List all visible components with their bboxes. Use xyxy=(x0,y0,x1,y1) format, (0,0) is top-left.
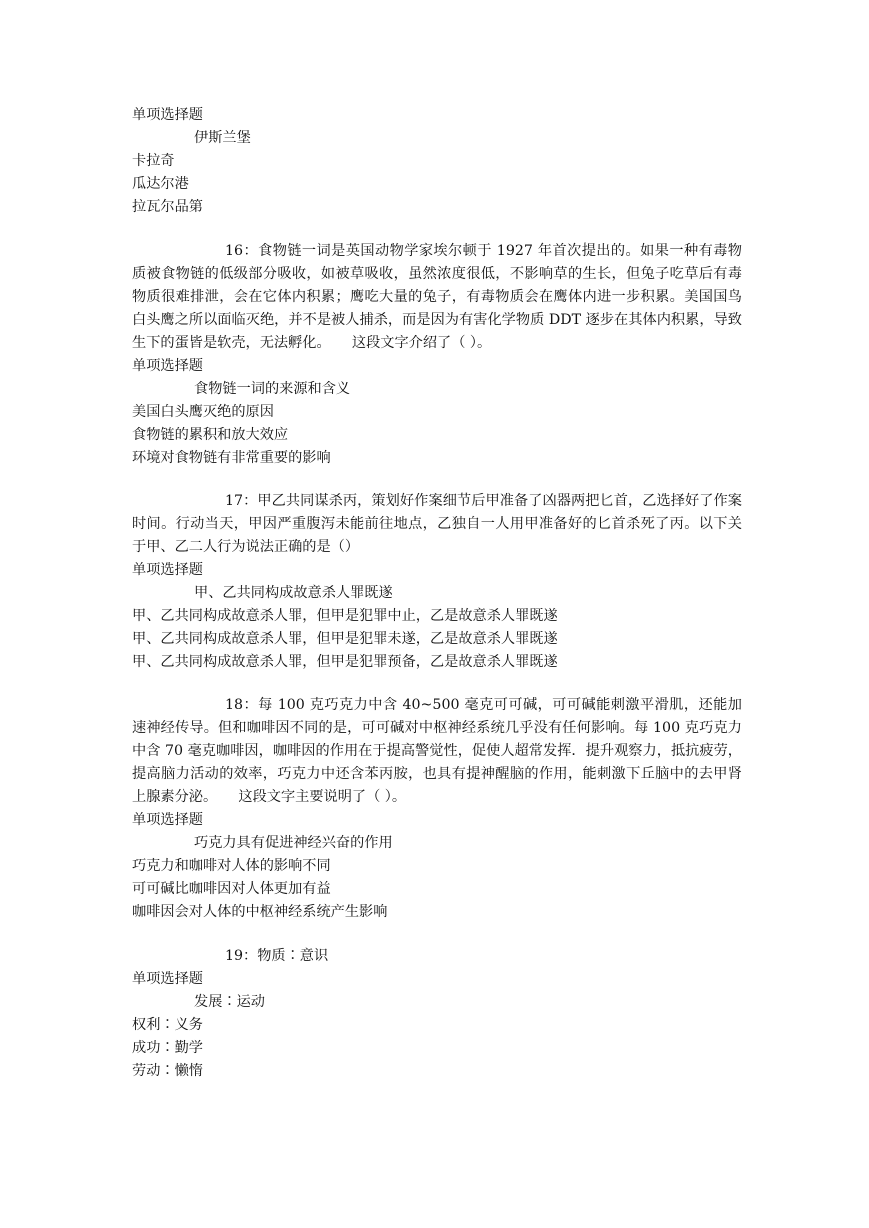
question-type-label: 单项选择题 xyxy=(132,358,203,374)
question-stem: 17：甲乙共同谋杀丙，策划好作案细节后甲准备了凶器两把匕首，乙选择好了作案时间。行动当天，甲因严重腹泻未能前往地点，乙独自一人用甲准备好的匕首杀死了丙。以下关于甲、乙二人行为说法正确的是（） xyxy=(132,493,742,555)
option-b: 美国白头鹰灭绝的原因 xyxy=(132,404,274,420)
option-d: 甲、乙共同构成故意杀人罪，但甲是犯罪预备，乙是故意杀人罪既遂 xyxy=(132,654,558,670)
question-stem: 16：食物链一词是英国动物学家埃尔顿于 1927 年首次提出的。如果一种有毒物质被食物链的低级部分吸收，如被草吸收，虽然浓度很低，不影响草的生长，但兔子吃草后有毒物质很难排泄，会在它体内积累；鹰吃大量的兔子，有毒物质会在鹰体内进一步积累。美国国鸟白头鹰之所以面临灭绝，并不是被人捕杀，而是因为有害化学物质 DDT 逐步在其体内积累，导致生下的蛋皆是软壳，无法孵化。 这段文字介绍了（ ）。 xyxy=(132,243,742,351)
option-c: 可可碱比咖啡因对人体更加有益 xyxy=(132,881,331,897)
option-b: 卡拉奇 xyxy=(132,153,175,169)
option-c: 成功∶勤学 xyxy=(132,1040,203,1056)
option-a: 食物链一词的来源和含义 xyxy=(194,381,351,397)
option-a: 发展∶运动 xyxy=(194,994,265,1010)
option-a: 巧克力具有促进神经兴奋的作用 xyxy=(194,835,393,851)
question-stem: 19：物质∶意识 xyxy=(225,948,329,964)
question-type-label: 单项选择题 xyxy=(132,562,203,578)
question-type-label: 单项选择题 xyxy=(132,812,203,828)
option-c: 瓜达尔港 xyxy=(132,176,189,192)
option-a: 伊斯兰堡 xyxy=(194,130,251,146)
question-type-label: 单项选择题 xyxy=(132,107,203,123)
question-15-block xyxy=(132,104,742,219)
question-stem: 18：每 100 克巧克力中含 40~500 毫克可可碱，可可碱能刺激平滑肌，还能加速神经传导。但和咖啡因不同的是，可可碱对中枢神经系统几乎没有任何影响。每 100 克巧克力中含 70 毫克咖啡因，咖啡因的作用在于提高警觉性，促使人超常发挥．提升观察力，抵抗疲劳，提高脑力活动的效率，巧克力中还含苯丙胺，也具有提神醒脑的作用，能刺激下丘脑中的去甲肾上腺素分泌。 这段文字主要说明了（ ）。 xyxy=(132,697,742,805)
option-d: 拉瓦尔品第 xyxy=(132,199,203,215)
option-c: 甲、乙共同构成故意杀人罪，但甲是犯罪未遂，乙是故意杀人罪既遂 xyxy=(132,631,558,647)
option-b: 巧克力和咖啡对人体的影响不同 xyxy=(132,858,331,874)
option-b: 甲、乙共同构成故意杀人罪，但甲是犯罪中止，乙是故意杀人罪既遂 xyxy=(132,608,558,624)
option-a: 甲、乙共同构成故意杀人罪既遂 xyxy=(194,585,393,601)
question-19-block xyxy=(132,945,742,1083)
option-d: 咖啡因会对人体的中枢神经系统产生影响 xyxy=(132,904,388,920)
option-d: 劳动∶懒惰 xyxy=(132,1063,203,1079)
option-c: 食物链的累积和放大效应 xyxy=(132,427,289,443)
option-d: 环境对食物链有非常重要的影响 xyxy=(132,450,331,466)
option-b: 权利∶义务 xyxy=(132,1017,203,1033)
question-17-block xyxy=(132,490,742,674)
question-18-block xyxy=(132,694,742,924)
question-type-label: 单项选择题 xyxy=(132,971,203,987)
question-16-block xyxy=(132,240,742,470)
